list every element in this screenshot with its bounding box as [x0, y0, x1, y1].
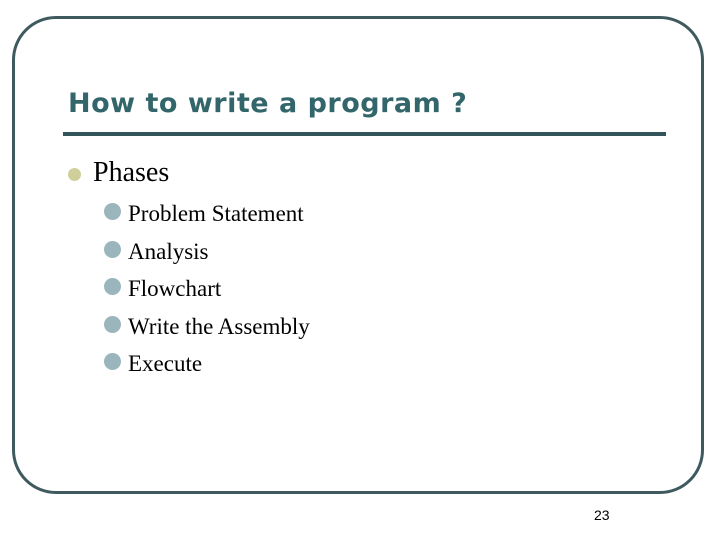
page-number: 23 — [594, 507, 610, 523]
bullet-phases: Phases — [93, 157, 170, 188]
list-item-label: Analysis — [128, 238, 209, 264]
sub-bullet-icon — [104, 203, 121, 220]
list-item-label: Flowchart — [128, 276, 222, 301]
sub-bullet-icon — [104, 241, 121, 258]
slide-title: How to write a program ? — [68, 88, 468, 119]
bullet-dot-icon — [68, 168, 81, 181]
sub-bullet-icon — [104, 353, 121, 370]
list-item-label: Write the Assembly — [128, 313, 310, 339]
sub-bullet-icon — [104, 278, 121, 295]
list-item-label: Execute — [128, 351, 203, 376]
sub-bullet-icon — [104, 316, 121, 333]
list-item-label: Problem Statement — [128, 201, 304, 226]
title-underline — [63, 132, 666, 136]
